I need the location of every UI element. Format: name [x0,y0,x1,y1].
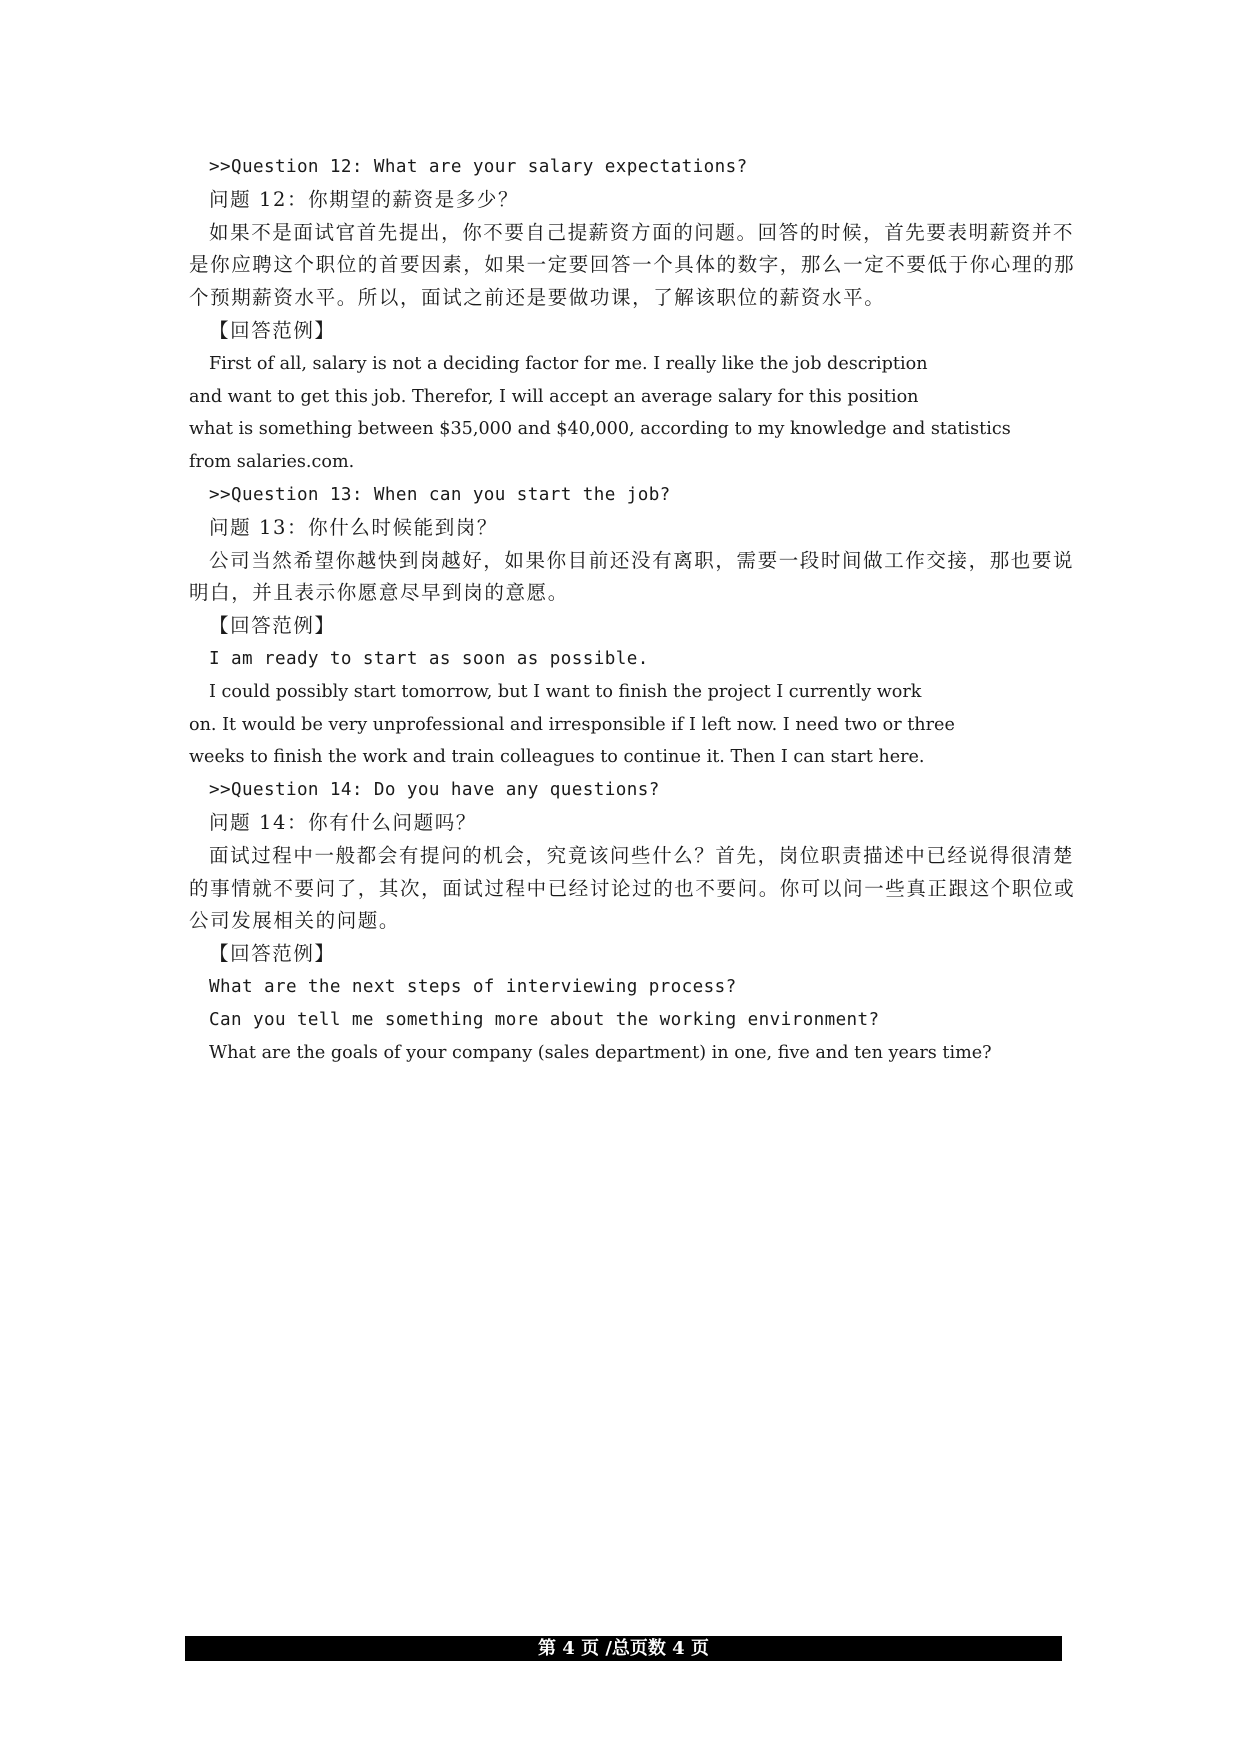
document-line: What are the goals of your company (sales department) in one, five and ten years time? [209,1042,992,1063]
document-line: 的事情就不要问了，其次，面试过程中已经讨论过的也不要问。你可以问一些真正跟这个职位或 [189,876,1076,900]
document-line: 问题 13：你什么时候能到岗？ [209,515,499,539]
document-line: 个预期薪资水平。所以，面试之前还是要做功课，了解该职位的薪资水平。 [189,286,886,310]
document-line: and want to get this job. Therefor, I will accept an average salary for this position [189,386,919,407]
document-line: from salaries.com. [189,452,355,473]
document-body [189,151,1076,1069]
document-line: weeks to finish the work and train colleagues to continue it. Then I can start here. [189,747,925,768]
document-line: 是你应聘这个职位的首要因素，如果一定要回答一个具体的数字，那么一定不要低于你心理的那 [189,253,1076,277]
document-line: 问题 14：你有什么问题吗？ [209,810,477,834]
document-line: 如果不是面试官首先提出，你不要自己提薪资方面的问题。回答的时候，首先要表明薪资并不 [209,220,1075,244]
document-line: I could possibly start tomorrow, but I want to finish the project I currently work [209,681,922,702]
document-line: on. It would be very unprofessional and irresponsible if I left now. I need two or three [189,714,955,735]
document-line: 面试过程中一般都会有提问的机会，究竟该问些什么？首先，岗位职责描述中已经说得很清楚 [209,843,1075,867]
document-line: Can you tell me something more about the working environment? [209,1009,880,1030]
document-line: 公司发展相关的问题。 [189,909,401,933]
document-line: >>Question 13: When can you start the job? [209,484,671,505]
document-line: >>Question 14: Do you have any questions? [209,780,660,801]
document-line: 明白，并且表示你愿意尽早到岗的意愿。 [189,581,569,605]
document-line: 【回答范例】 [209,318,336,342]
document-line: 公司当然希望你越快到岗越好，如果你目前还没有离职，需要一段时间做工作交接，那也要说 [209,548,1075,572]
document-line: I am ready to start as soon as possible. [209,648,649,669]
page-footer [185,1636,1062,1661]
document-line: 问题 12：你期望的薪资是多少？ [209,187,520,211]
document-line: First of all, salary is not a deciding factor for me. I really like the job description [209,353,928,374]
document-line: what is something between $35,000 and $40,000, according to my knowledge and statistics [189,419,1011,440]
document-line: What are the next steps of interviewing process? [209,976,737,997]
document-line: >>Question 12: What are your salary expectations? [209,157,748,177]
document-line: 【回答范例】 [209,614,336,638]
document-line: 【回答范例】 [209,942,336,966]
page-number-label: 第 4 页 /总页数 4 页 [538,1638,709,1659]
